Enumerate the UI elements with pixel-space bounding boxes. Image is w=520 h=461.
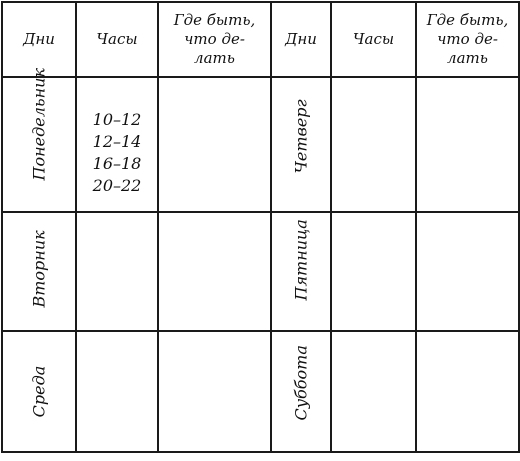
header-row	[2, 2, 519, 77]
day-label: Вторник	[29, 230, 49, 308]
where-cell-wednesday[interactable]	[158, 331, 271, 452]
hours-cell-saturday[interactable]	[331, 331, 416, 452]
header-where-left	[158, 2, 271, 77]
day-label: Суббота	[291, 345, 311, 421]
header-where-line: что де-	[184, 30, 245, 48]
hour-slot: 20–22	[92, 175, 142, 195]
hour-slot: 16–18	[92, 153, 142, 173]
day-cell-saturday	[271, 331, 331, 452]
day-cell-wednesday	[2, 331, 76, 452]
day-label: Пятница	[291, 219, 311, 301]
hours-cell-monday[interactable]	[76, 77, 158, 212]
header-hours-left: Часы	[76, 2, 158, 77]
header-where-line: лать	[194, 49, 235, 67]
hours-list	[77, 109, 157, 197]
hours-cell-wednesday[interactable]	[76, 331, 158, 452]
hours-cell-friday[interactable]	[331, 212, 416, 331]
header-days-left: Дни	[2, 2, 76, 77]
header-where-line: Где быть,	[173, 11, 256, 29]
day-label: Понедельник	[29, 68, 49, 181]
day-cell-tuesday	[2, 212, 76, 331]
schedule-table	[1, 1, 520, 453]
where-cell-tuesday[interactable]	[158, 212, 271, 331]
day-cell-thursday	[271, 77, 331, 212]
hours-cell-thursday[interactable]	[331, 77, 416, 212]
day-label: Четверг	[291, 99, 311, 174]
hours-cell-tuesday[interactable]	[76, 212, 158, 331]
header-where-line: Где быть,	[426, 11, 509, 29]
hour-slot: 12–14	[92, 131, 142, 151]
where-cell-thursday[interactable]	[416, 77, 519, 212]
table-row	[2, 331, 519, 452]
header-where-line: что де-	[437, 30, 498, 48]
table-row	[2, 212, 519, 331]
header-where-line: лать	[447, 49, 488, 67]
header-hours-right: Часы	[331, 2, 416, 77]
where-cell-monday[interactable]	[158, 77, 271, 212]
header-days-right: Дни	[271, 2, 331, 77]
day-label: Среда	[29, 365, 49, 418]
where-cell-saturday[interactable]	[416, 331, 519, 452]
day-cell-friday	[271, 212, 331, 331]
table-row	[2, 77, 519, 212]
where-cell-friday[interactable]	[416, 212, 519, 331]
header-where-right	[416, 2, 519, 77]
hour-slot: 10–12	[92, 109, 142, 129]
day-cell-monday	[2, 68, 76, 212]
